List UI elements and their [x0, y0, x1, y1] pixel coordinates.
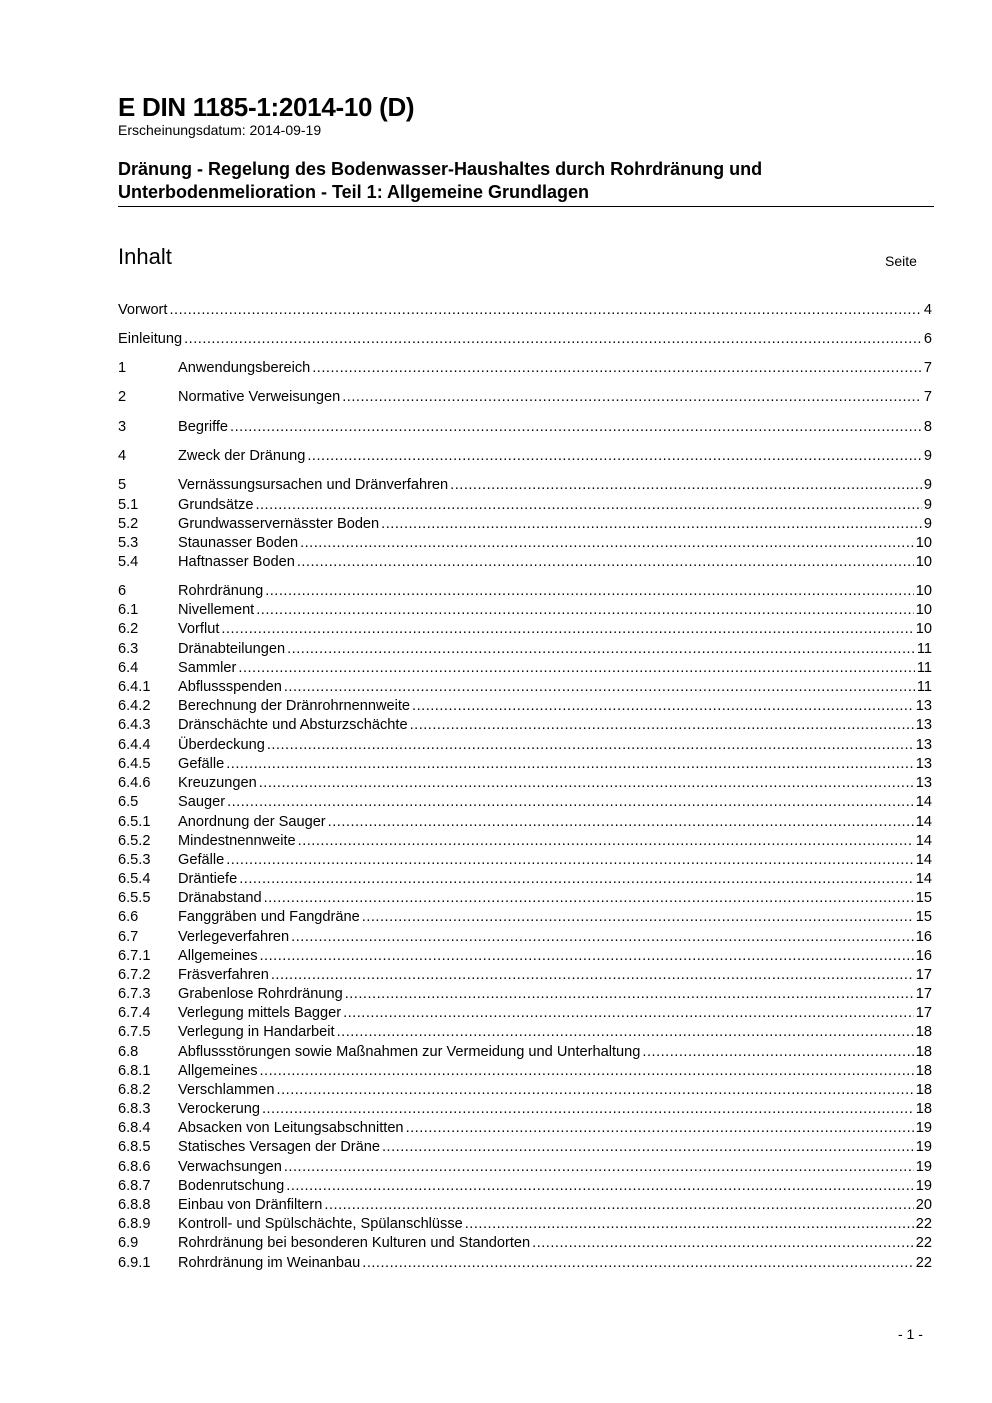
- toc-dot-leader: [291, 928, 914, 947]
- toc-entry-page: 19: [915, 1120, 932, 1136]
- toc-entry-number: 5.2: [118, 516, 139, 532]
- toc-entry-number: 5.4: [118, 554, 139, 570]
- toc-entry-page: 11: [916, 679, 932, 695]
- toc-entry[interactable]: [118, 1100, 932, 1119]
- toc-entry-number: 6.8: [118, 1044, 139, 1060]
- toc-entry-page: 19: [915, 1159, 932, 1175]
- toc-entry-number: 6.7.1: [118, 948, 151, 964]
- toc-dot-leader: [465, 1215, 914, 1234]
- toc-entry-title: Dränschächte und Absturzschächte: [178, 717, 408, 733]
- toc-entry-number: 6.5.4: [118, 871, 151, 887]
- toc-entry-title: Verlegung mittels Bagger: [178, 1005, 342, 1021]
- toc-entry-title: Dränabteilungen: [178, 641, 286, 657]
- toc-entry-page: 9: [923, 477, 932, 493]
- toc-entry-page: 17: [915, 986, 932, 1002]
- toc-dot-leader: [328, 813, 914, 832]
- toc-entry[interactable]: [118, 793, 932, 812]
- toc-entry-number: 6.8.3: [118, 1101, 151, 1117]
- toc-entry-title: Abflussstörungen sowie Maßnahmen zur Vermeidung und Unterhaltung: [178, 1044, 641, 1060]
- toc-entry-page: 11: [916, 641, 932, 657]
- toc-entry-page: 18: [915, 1063, 932, 1079]
- toc-entry-title: Rohrdränung: [178, 583, 264, 599]
- toc-entry[interactable]: [118, 640, 932, 659]
- toc-entry[interactable]: [118, 774, 932, 793]
- toc-entry-title: Grabenlose Rohrdränung: [178, 986, 343, 1002]
- toc-dot-leader: [260, 1062, 914, 1081]
- toc-entry-title: Vernässungsursachen und Dränverfahren: [178, 477, 449, 493]
- toc-entry-number: 6.4.4: [118, 737, 151, 753]
- toc-entry-title: Fanggräben und Fangdräne: [178, 909, 360, 925]
- toc-dot-leader: [264, 889, 914, 908]
- toc-dot-leader: [230, 418, 922, 437]
- toc-entry-number: 6.8.4: [118, 1120, 151, 1136]
- toc-entry-page: 18: [915, 1024, 932, 1040]
- toc-entry-page: 8: [923, 419, 932, 435]
- toc-entry[interactable]: [118, 476, 932, 495]
- toc-dot-leader: [284, 678, 915, 697]
- toc-entry-title: Begriffe: [178, 419, 229, 435]
- toc-entry-page: 18: [915, 1101, 932, 1117]
- toc-entry[interactable]: [118, 1177, 932, 1196]
- toc-entry-title: Dränabstand: [178, 890, 262, 906]
- toc-entry-page: 13: [915, 775, 932, 791]
- toc-entry-page: 14: [915, 794, 932, 810]
- toc-entry[interactable]: [118, 1158, 932, 1177]
- toc-entry[interactable]: [118, 1081, 932, 1100]
- toc-entry-page: 14: [915, 871, 932, 887]
- toc-entry-page: 13: [915, 737, 932, 753]
- toc-entry-title: Überdeckung: [178, 737, 265, 753]
- toc-entry-page: 11: [916, 660, 932, 676]
- toc-dot-leader: [226, 755, 914, 774]
- toc-entry-title: Nivellement: [178, 602, 255, 618]
- toc-entry-number: 6.7.5: [118, 1024, 151, 1040]
- document-title: [118, 158, 878, 204]
- toc-entry-number: 6.7.2: [118, 967, 151, 983]
- toc-dot-leader: [262, 1100, 914, 1119]
- toc-entry-page: 22: [915, 1216, 932, 1232]
- toc-entry-title: Statisches Versagen der Dräne: [178, 1139, 380, 1155]
- toc-entry-title: Sammler: [178, 660, 237, 676]
- toc-dot-leader: [362, 1254, 914, 1273]
- toc-entry[interactable]: [118, 553, 932, 572]
- toc-entry-number: 6.3: [118, 641, 139, 657]
- toc-entry-number: 6.9.1: [118, 1255, 151, 1271]
- toc-entry[interactable]: [118, 582, 932, 601]
- toc-entry[interactable]: [118, 418, 932, 437]
- toc-entry-number: 6.4.1: [118, 679, 151, 695]
- toc-entry-title: Vorflut: [178, 621, 220, 637]
- toc-entry-title: Verschlammen: [178, 1082, 275, 1098]
- toc-entry-page: 7: [923, 389, 932, 405]
- toc-entry[interactable]: [118, 985, 932, 1004]
- toc-entry-title: Normative Verweisungen: [178, 389, 341, 405]
- toc-entry-page: 19: [915, 1139, 932, 1155]
- toc-entry-page: 17: [915, 1005, 932, 1021]
- toc-dot-leader: [345, 985, 914, 1004]
- toc-dot-leader: [343, 1004, 914, 1023]
- toc-page-column-label: Seite: [885, 253, 917, 269]
- toc-entry-number: 6: [118, 583, 127, 599]
- toc-entry-page: 20: [915, 1197, 932, 1213]
- toc-dot-leader: [227, 793, 914, 812]
- toc-dot-leader: [362, 908, 914, 927]
- toc-entry-title: Dräntiefe: [178, 871, 238, 887]
- toc-entry-title: Sauger: [178, 794, 226, 810]
- toc-entry[interactable]: [118, 947, 932, 966]
- toc-entry[interactable]: [118, 1234, 932, 1253]
- toc-entry-number: 4: [118, 448, 127, 464]
- toc-entry-number: 6.5.5: [118, 890, 151, 906]
- toc-dot-leader: [324, 1196, 913, 1215]
- toc-dot-leader: [642, 1043, 913, 1062]
- toc-entry[interactable]: [118, 388, 932, 407]
- toc-entry-title: Gefälle: [178, 852, 225, 868]
- toc-dot-leader: [382, 1138, 914, 1157]
- toc-dot-leader: [406, 1119, 914, 1138]
- toc-entry-number: 1: [118, 360, 127, 376]
- toc-entry-title: Anwendungsbereich: [178, 360, 311, 376]
- toc-entry[interactable]: [118, 1215, 932, 1234]
- toc-entry[interactable]: [118, 832, 932, 851]
- toc-entry-page: 14: [915, 852, 932, 868]
- toc-entry[interactable]: [118, 889, 932, 908]
- toc-entry[interactable]: [118, 330, 932, 349]
- toc-dot-leader: [337, 1023, 914, 1042]
- toc-entry-title: Berechnung der Dränrohrnennweite: [178, 698, 411, 714]
- toc-entry-page: 4: [923, 302, 932, 318]
- toc-entry-page: 19: [915, 1178, 932, 1194]
- toc-dot-leader: [312, 359, 922, 378]
- toc-entry[interactable]: [118, 851, 932, 870]
- toc-entry-title: Staunasser Boden: [178, 535, 299, 551]
- toc-entry-title: Abflussspenden: [178, 679, 282, 695]
- toc-entry-number: 6.8.1: [118, 1063, 151, 1079]
- toc-entry-number: 6.5.1: [118, 814, 151, 830]
- toc-entry-title: Absacken von Leitungsabschnitten: [178, 1120, 404, 1136]
- toc-dot-leader: [410, 716, 914, 735]
- toc-entry-title: Fräsverfahren: [178, 967, 269, 983]
- toc-entry-number: 6.4.6: [118, 775, 151, 791]
- toc-entry-number: 6.4.2: [118, 698, 151, 714]
- toc-entry-page: 18: [915, 1082, 932, 1098]
- toc-entry-number: 6.5: [118, 794, 139, 810]
- toc-entry[interactable]: [118, 716, 932, 735]
- title-divider: [118, 206, 934, 207]
- toc-entry-page: 18: [915, 1044, 932, 1060]
- toc-entry[interactable]: [118, 659, 932, 678]
- toc-entry-page: 22: [915, 1255, 932, 1271]
- toc-entry-title: Kreuzungen: [178, 775, 257, 791]
- toc-entry[interactable]: [118, 736, 932, 755]
- toc-dot-leader: [342, 388, 922, 407]
- toc-entry-title: Verlegung in Handarbeit: [178, 1024, 335, 1040]
- toc-entry-page: 10: [915, 554, 932, 570]
- toc-dot-leader: [256, 601, 914, 620]
- toc-dot-leader: [226, 851, 914, 870]
- toc-entry-page: 10: [915, 602, 932, 618]
- toc-dot-leader: [284, 1158, 914, 1177]
- toc-entry-number: 6.5.3: [118, 852, 151, 868]
- toc-entry[interactable]: [118, 1023, 932, 1042]
- toc-entry[interactable]: [118, 908, 932, 927]
- toc-dot-leader: [265, 582, 914, 601]
- document-title-line-1: Dränung - Regelung des Bodenwasser-Haushaltes durch Rohrdränung und: [118, 159, 763, 179]
- toc-entry-number: 6.8.9: [118, 1216, 151, 1232]
- toc-entry[interactable]: [118, 447, 932, 466]
- toc-entry-title: Allgemeines: [178, 948, 258, 964]
- toc-dot-leader: [255, 496, 921, 515]
- toc-entry-page: 14: [915, 833, 932, 849]
- toc-entry-page: 15: [915, 890, 932, 906]
- toc-entry-title: Zweck der Dränung: [178, 448, 306, 464]
- toc-entry-title: Einbau von Dränfiltern: [178, 1197, 323, 1213]
- toc-entry-title: Verockerung: [178, 1101, 260, 1117]
- toc-entry[interactable]: [118, 870, 932, 889]
- toc-entry-page: 7: [923, 360, 932, 376]
- page-number: - 1 -: [898, 1326, 923, 1342]
- toc-entry[interactable]: [118, 1043, 932, 1062]
- toc-entry[interactable]: [118, 1196, 932, 1215]
- toc-entry-page: 9: [923, 448, 932, 464]
- toc-entry-title: Vorwort: [118, 302, 168, 318]
- toc-dot-leader: [277, 1081, 914, 1100]
- toc-dot-leader: [221, 620, 913, 639]
- toc-entry[interactable]: [118, 1119, 932, 1138]
- toc-entry-title: Einleitung: [118, 331, 183, 347]
- toc-entry-number: 6.6: [118, 909, 139, 925]
- toc-dot-leader: [184, 330, 922, 349]
- toc-entry-number: 6.8.5: [118, 1139, 151, 1155]
- toc-entry-page: 15: [915, 909, 932, 925]
- toc-entry-title: Allgemeines: [178, 1063, 258, 1079]
- toc-entry[interactable]: [118, 697, 932, 716]
- toc-entry-number: 6.5.2: [118, 833, 151, 849]
- toc-entry[interactable]: [118, 928, 932, 947]
- toc-entry-number: 6.9: [118, 1235, 139, 1251]
- toc-entry-number: 5.3: [118, 535, 139, 551]
- toc-entry[interactable]: [118, 515, 932, 534]
- toc-entry[interactable]: [118, 1062, 932, 1081]
- toc-heading: Inhalt: [118, 244, 172, 269]
- toc-entry[interactable]: [118, 1254, 932, 1273]
- toc-entry-page: 13: [915, 717, 932, 733]
- toc-entry-number: 6.4.5: [118, 756, 151, 772]
- document-id: E DIN 1185-1:2014-10 (D): [118, 92, 415, 122]
- toc-entry-number: 6.4.3: [118, 717, 151, 733]
- toc-entry-number: 6.8.8: [118, 1197, 151, 1213]
- toc-entry-number: 6.8.2: [118, 1082, 151, 1098]
- toc-entry-title: Grundsätze: [178, 497, 254, 513]
- toc-entry-page: 10: [915, 535, 932, 551]
- toc-entry[interactable]: [118, 1004, 932, 1023]
- toc-entry[interactable]: [118, 301, 932, 320]
- toc-entry-number: 2: [118, 389, 127, 405]
- toc-dot-leader: [287, 640, 915, 659]
- toc-entry[interactable]: [118, 534, 932, 553]
- publication-date: Erscheinungsdatum: 2014-09-19: [118, 122, 322, 138]
- toc-entry[interactable]: [118, 678, 932, 697]
- toc-entry-number: 6.7: [118, 929, 139, 945]
- toc-dot-leader: [300, 534, 914, 553]
- toc-entry[interactable]: [118, 601, 932, 620]
- toc-entry-page: 16: [915, 929, 932, 945]
- toc-entry[interactable]: [118, 755, 932, 774]
- toc-entry-number: 6.8.6: [118, 1159, 151, 1175]
- toc-entry-page: 13: [915, 756, 932, 772]
- toc-dot-leader: [532, 1234, 914, 1253]
- toc-entry[interactable]: [118, 966, 932, 985]
- toc-entry-title: Mindestnennweite: [178, 833, 296, 849]
- toc-entry-number: 6.7.4: [118, 1005, 151, 1021]
- toc-entry[interactable]: [118, 813, 932, 832]
- toc-entry-title: Kontroll- und Spülschächte, Spülanschlüsse: [178, 1216, 463, 1232]
- toc-entry-page: 13: [915, 698, 932, 714]
- toc-entry-number: 6.8.7: [118, 1178, 151, 1194]
- toc-dot-leader: [298, 832, 914, 851]
- toc-dot-leader: [267, 736, 914, 755]
- toc-dot-leader: [239, 870, 914, 889]
- toc-entry-page: 10: [915, 583, 932, 599]
- toc-entry-page: 9: [923, 497, 932, 513]
- toc-dot-leader: [169, 301, 921, 320]
- toc-entry-number: 5.1: [118, 497, 139, 513]
- toc-entry-page: 16: [915, 948, 932, 964]
- toc-entry[interactable]: [118, 620, 932, 639]
- toc-entry-page: 6: [923, 331, 932, 347]
- toc-entry-page: 17: [915, 967, 932, 983]
- toc-entry-title: Grundwasservernässter Boden: [178, 516, 380, 532]
- toc-entry[interactable]: [118, 496, 932, 515]
- toc-entry-title: Verlegeverfahren: [178, 929, 290, 945]
- toc-entry-title: Bodenrutschung: [178, 1178, 285, 1194]
- toc-entry-number: 6.7.3: [118, 986, 151, 1002]
- toc-dot-leader: [260, 947, 914, 966]
- toc-dot-leader: [307, 447, 922, 466]
- toc-dot-leader: [286, 1177, 913, 1196]
- toc-entry-number: 6.1: [118, 602, 139, 618]
- toc-entry-number: 6.4: [118, 660, 139, 676]
- toc-dot-leader: [297, 553, 914, 572]
- toc-entry-page: 22: [915, 1235, 932, 1251]
- toc-entry-title: Rohrdränung im Weinanbau: [178, 1255, 361, 1271]
- toc-entry-title: Anordnung der Sauger: [178, 814, 326, 830]
- toc-dot-leader: [271, 966, 914, 985]
- toc-entry-title: Haftnasser Boden: [178, 554, 295, 570]
- toc-dot-leader: [238, 659, 914, 678]
- toc-dot-leader: [259, 774, 914, 793]
- toc-dot-leader: [381, 515, 922, 534]
- toc-entry-page: 9: [923, 516, 932, 532]
- toc-entry-page: 10: [915, 621, 932, 637]
- toc-entry-page: 14: [915, 814, 932, 830]
- toc-dot-leader: [450, 476, 922, 495]
- toc-entry-title: Rohrdränung bei besonderen Kulturen und Standorten: [178, 1235, 531, 1251]
- toc-entry[interactable]: [118, 359, 932, 378]
- toc-entry-number: 6.2: [118, 621, 139, 637]
- toc-entry-number: 5: [118, 477, 127, 493]
- toc-entry[interactable]: [118, 1138, 932, 1157]
- toc-dot-leader: [412, 697, 914, 716]
- toc-entry-title: Gefälle: [178, 756, 225, 772]
- toc-entry-number: 3: [118, 419, 127, 435]
- toc-entry-title: Verwachsungen: [178, 1159, 282, 1175]
- document-title-line-2: Unterbodenmelioration - Teil 1: Allgemeine Grundlagen: [118, 182, 590, 202]
